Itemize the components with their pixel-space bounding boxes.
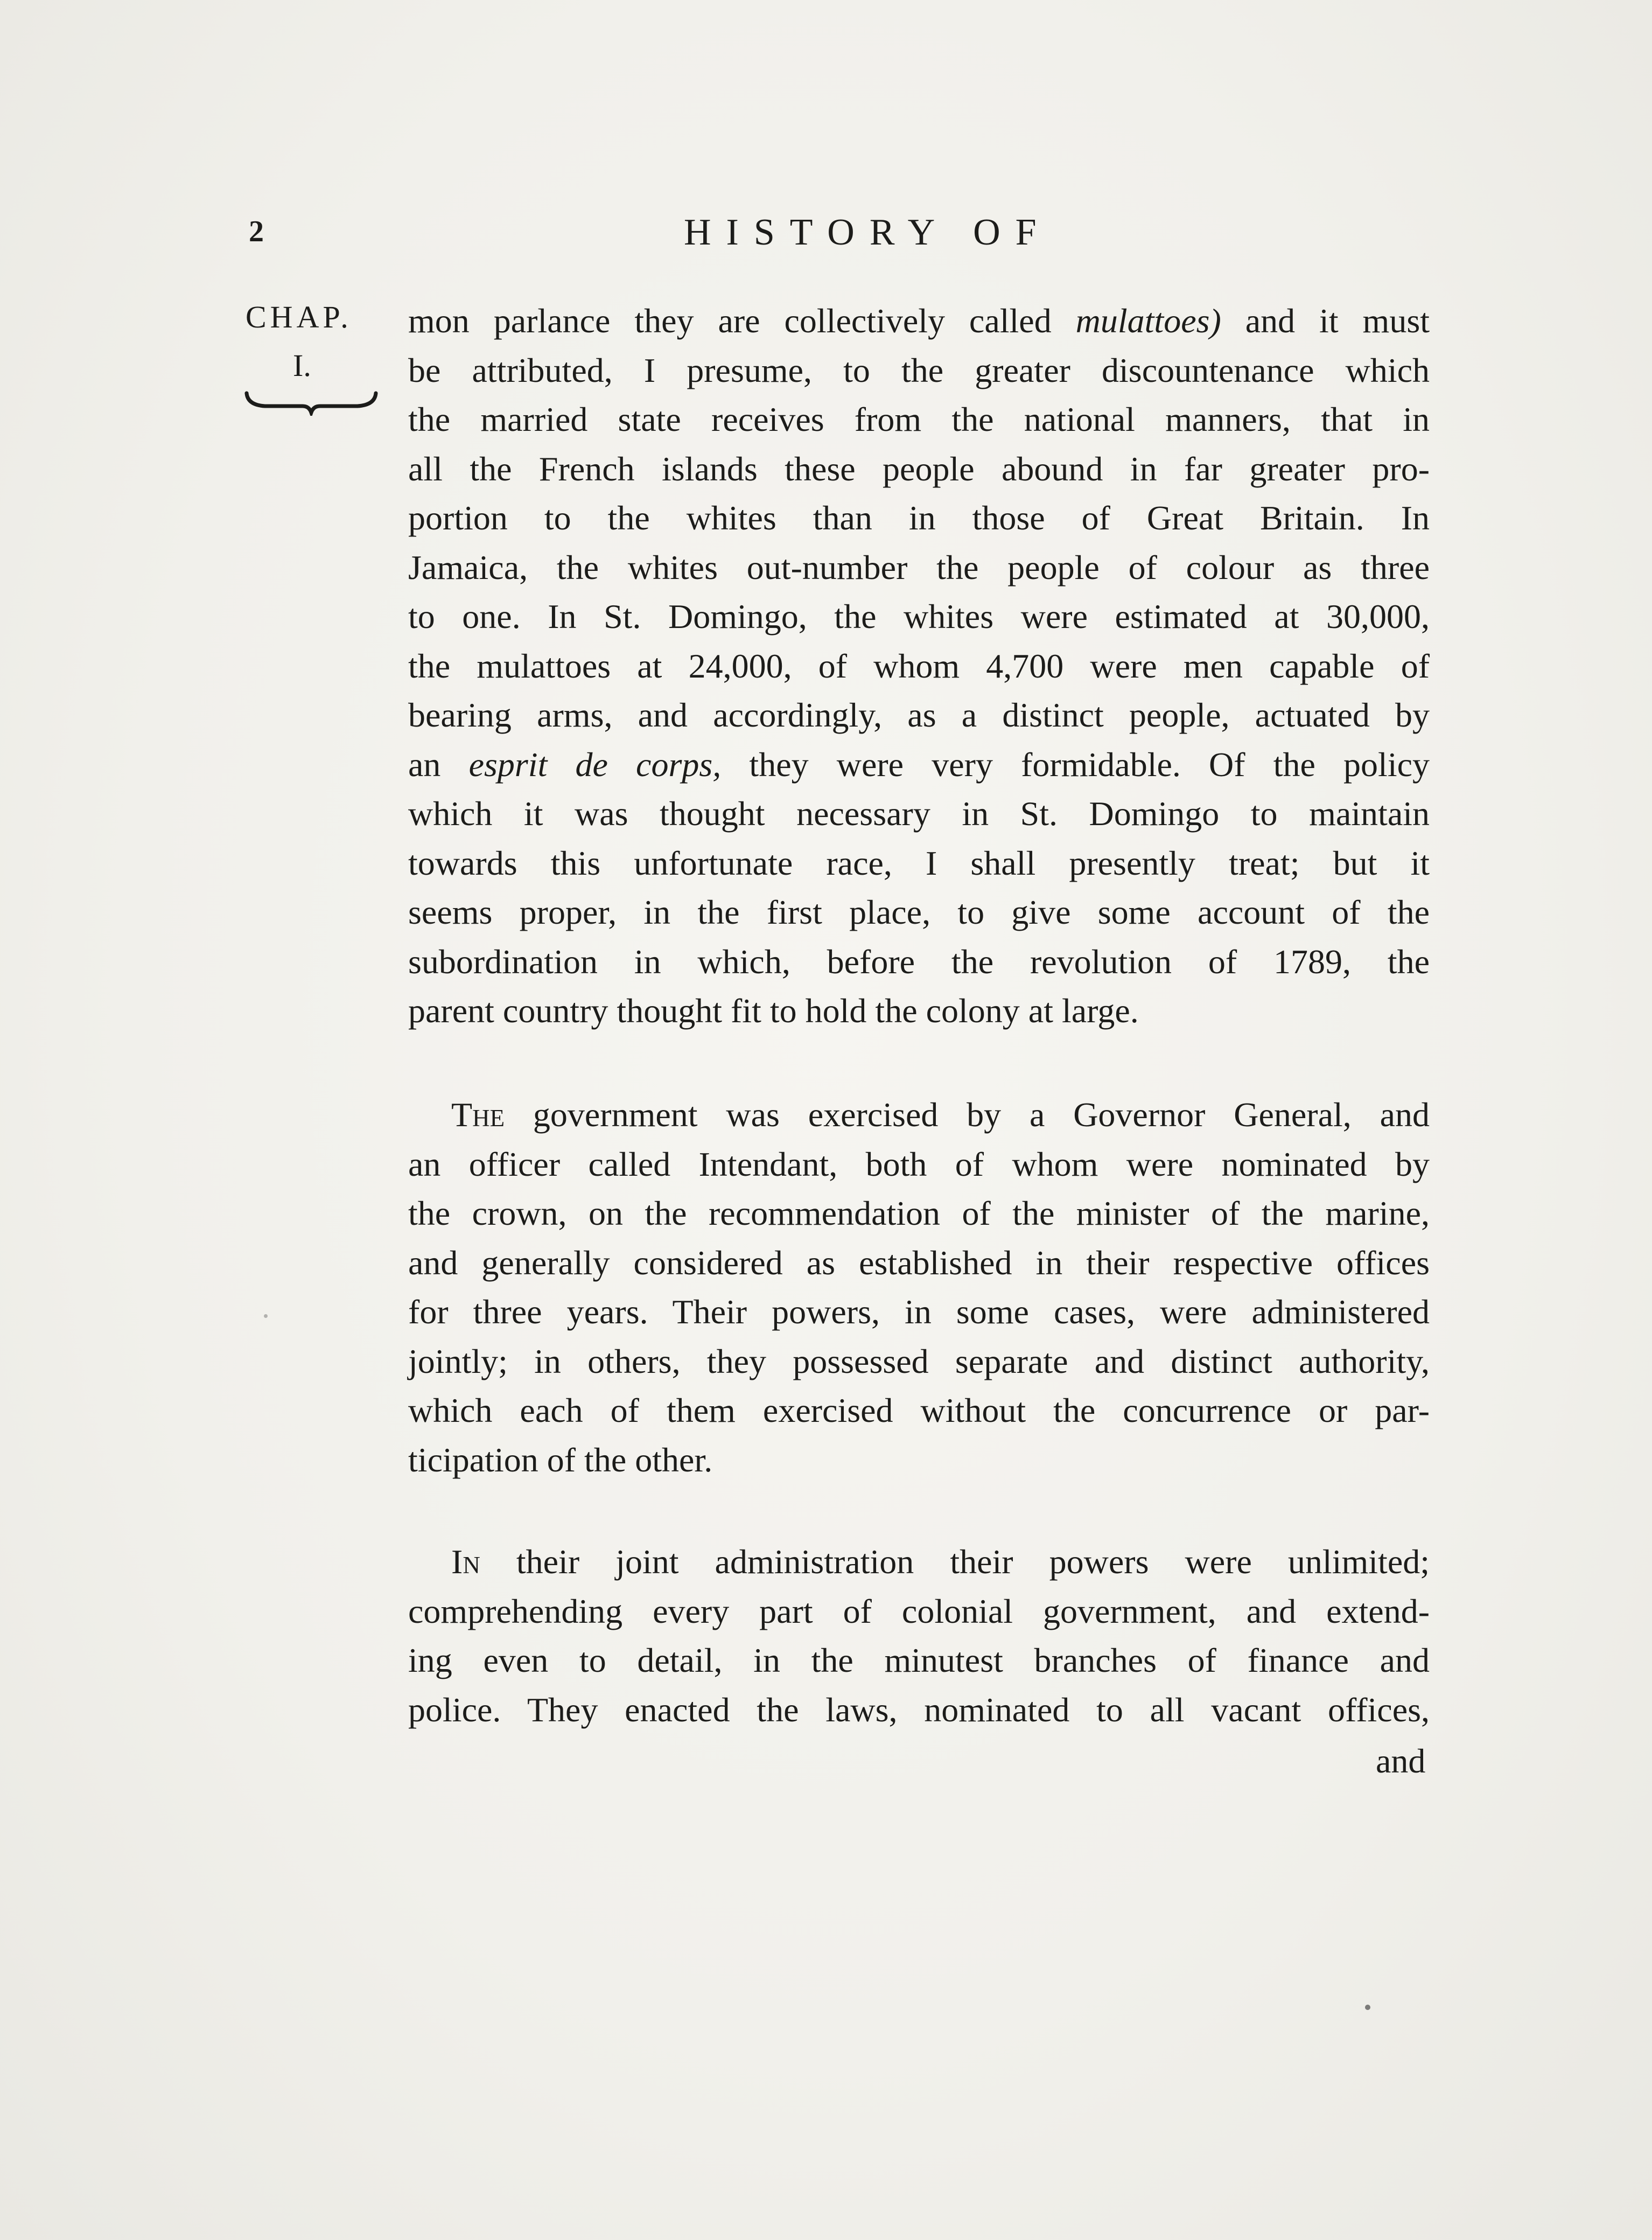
line-text: and it must (1221, 302, 1430, 340)
text-line (408, 448, 1430, 491)
line-text: jointly; in others, they possessed separate and distinct authority, (408, 1342, 1430, 1380)
line-text: to one. In St. Domingo, the whites were estimated at 30,000, (408, 597, 1430, 636)
chapter-label: CHAP. (246, 299, 352, 334)
line-text: the mulattoes at 24,000, of whom 4,700 were men capable of (408, 646, 1430, 685)
chapter-brace-ornament (243, 389, 379, 416)
line-text: bearing arms, and accordingly, as a distinct people, actuated by (408, 696, 1430, 734)
text-line (408, 940, 1430, 983)
line-text: Jamaica, the whites out-number the people of colour as three (408, 548, 1430, 587)
line-text: seems proper, in the first place, to give some account of the (408, 893, 1430, 931)
line-text: they were very formidable. Of the policy (721, 745, 1430, 784)
line-text: towards this unfortunate race, I shall presently treat; but it (408, 843, 1430, 882)
line-text: an (408, 745, 469, 784)
ital-text: esprit de corps, (468, 745, 722, 784)
text-line (408, 1639, 1430, 1682)
ink-speck (1365, 2005, 1370, 2010)
text-line (408, 299, 1430, 343)
line-text: parent country thought fit to hold the colony at large. (408, 992, 1139, 1030)
ital-text: mulattoes) (1075, 302, 1221, 340)
text-line (408, 398, 1430, 441)
line-text: an officer called Intendant, both of whom were nominated by (408, 1145, 1430, 1183)
line-text: portion to the whites than in those of Great Britain. In (408, 499, 1430, 537)
text-line (408, 645, 1430, 688)
line-text: all the French islands these people abound in far greater pro- (408, 449, 1430, 488)
line-text: for three years. Their powers, in some cases, were administered (408, 1293, 1430, 1331)
text-line (408, 842, 1430, 885)
text-line (408, 1340, 1430, 1383)
text-line (408, 1688, 1430, 1732)
text-line (408, 792, 1430, 835)
chapter-number: I. (293, 348, 311, 383)
text-line (408, 349, 1430, 392)
text-line (408, 1143, 1430, 1186)
text-line (408, 694, 1430, 737)
text-line (408, 1590, 1430, 1633)
line-text: government was exercised by a Governor General, and (505, 1095, 1430, 1134)
text-line (451, 1540, 1430, 1583)
page-number: 2 (249, 215, 264, 248)
text-line (408, 595, 1430, 638)
text-line (408, 1192, 1430, 1235)
line-text: ticipation of the other. (408, 1440, 713, 1479)
line-text: and generally considered as established in their respective offices (408, 1243, 1430, 1282)
line-text: the married state receives from the national manners, that in (408, 400, 1430, 438)
line-text: ing even to detail, in the minutest branches of finance and (408, 1641, 1430, 1679)
line-text: be attributed, I presume, to the greater discountenance which (408, 351, 1430, 389)
text-line (408, 497, 1430, 540)
text-line (408, 1241, 1430, 1285)
line-text: comprehending every part of colonial government, and extend- (408, 1592, 1430, 1630)
text-line (408, 1389, 1430, 1432)
line-text: the crown, on the recommendation of the minister of the marine, (408, 1194, 1430, 1232)
text-line (408, 743, 1430, 786)
catchword: and (1376, 1742, 1426, 1780)
line-text: which it was thought necessary in St. Domingo to maintain (408, 794, 1430, 833)
line-text: police. They enacted the laws, nominated to all vacant offices, (408, 1690, 1430, 1729)
line-text: which each of them exercised without the concurrence or par- (408, 1391, 1430, 1429)
text-line (408, 1439, 712, 1482)
line-text: subordination in which, before the revolution of 1789, the (408, 942, 1430, 981)
line-text: their joint administration their powers were unlimited; (480, 1543, 1430, 1581)
sc-text: In (451, 1543, 480, 1581)
text-line (408, 891, 1430, 934)
running-head: HISTORY OF (684, 212, 1052, 253)
sc-text: The (451, 1095, 505, 1134)
text-line (408, 989, 1139, 1032)
line-text: mon parlance they are collectively called (408, 302, 1076, 340)
text-line (408, 1290, 1430, 1334)
text-line (451, 1093, 1430, 1136)
text-line (408, 546, 1430, 589)
ink-speck (264, 1314, 268, 1318)
